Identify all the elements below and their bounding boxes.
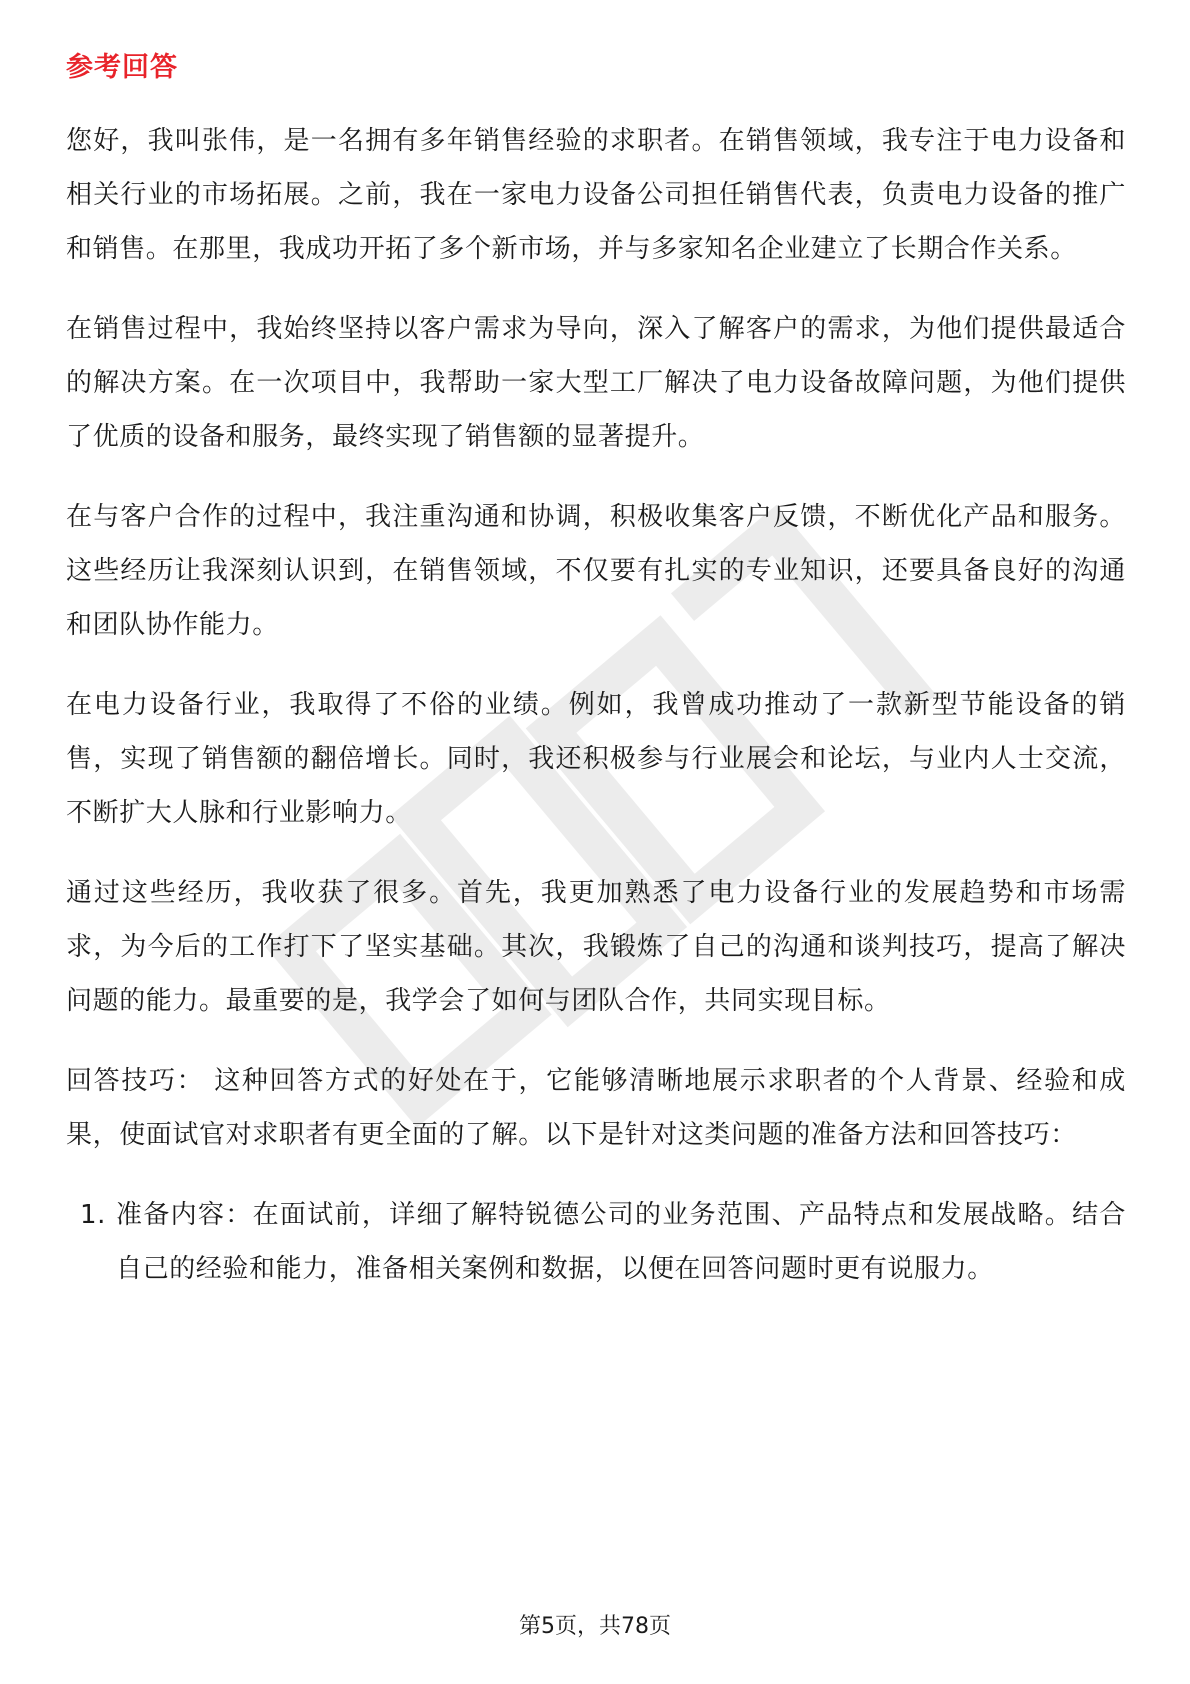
- paragraph-achievements: 在电力设备行业，我取得了不俗的业绩。例如，我曾成功推动了一款新型节能设备的销售，实现了销售额的翻倍增长。同时，我还积极参与行业展会和论坛，与业内人士交流，不断扩大人脉和行业影响力。: [66, 690, 1126, 828]
- paragraph-intro: 您好，我叫张伟，是一名拥有多年销售经验的求职者。在销售领域，我专注于电力设备和相关行业的市场拓展。之前，我在一家电力设备公司担任销售代表，负责电力设备的推广和销售。在那里，我成功开拓了多个新市场，并与多家知名企业建立了长期合作关系。: [66, 126, 1126, 264]
- list-item: [66, 1188, 1126, 1296]
- paragraph-cooperation: 在与客户合作的过程中，我注重沟通和协调，积极收集客户反馈，不断优化产品和服务。这些经历让我深刻认识到，在销售领域，不仅要有扎实的专业知识，还要具备良好的沟通和团队协作能力。: [66, 502, 1126, 640]
- list-item-number: 1.: [80, 1200, 107, 1230]
- main-content: [66, 114, 1126, 1296]
- page-footer: 第5页，共78页: [519, 1614, 671, 1639]
- tips-list: [66, 1188, 1126, 1296]
- paragraph-gains: 通过这些经历，我收获了很多。首先，我更加熟悉了电力设备行业的发展趋势和市场需求，为今后的工作打下了坚实基础。其次，我锻炼了自己的沟通和谈判技巧，提高了解决问题的能力。最重要的是，我学会了如何与团队合作，共同实现目标。: [66, 878, 1126, 1016]
- paragraph-tips: 回答技巧： 这种回答方式的好处在于，它能够清晰地展示求职者的个人背景、经验和成果，使面试官对求职者有更全面的了解。以下是针对这类问题的准备方法和回答技巧：: [66, 1066, 1126, 1150]
- paragraph-sales-process: 在销售过程中，我始终坚持以客户需求为导向，深入了解客户的需求，为他们提供最适合的解决方案。在一次项目中，我帮助一家大型工厂解决了电力设备故障问题，为他们提供了优质的设备和服务，最终实现了销售额的显著提升。: [66, 314, 1126, 452]
- list-item-text: 准备内容：在面试前，详细了解特锐德公司的业务范围、产品特点和发展战略。结合自己的经验和能力，准备相关案例和数据，以便在回答问题时更有说服力。: [116, 1200, 1126, 1284]
- section-heading: 参考回答: [66, 52, 178, 83]
